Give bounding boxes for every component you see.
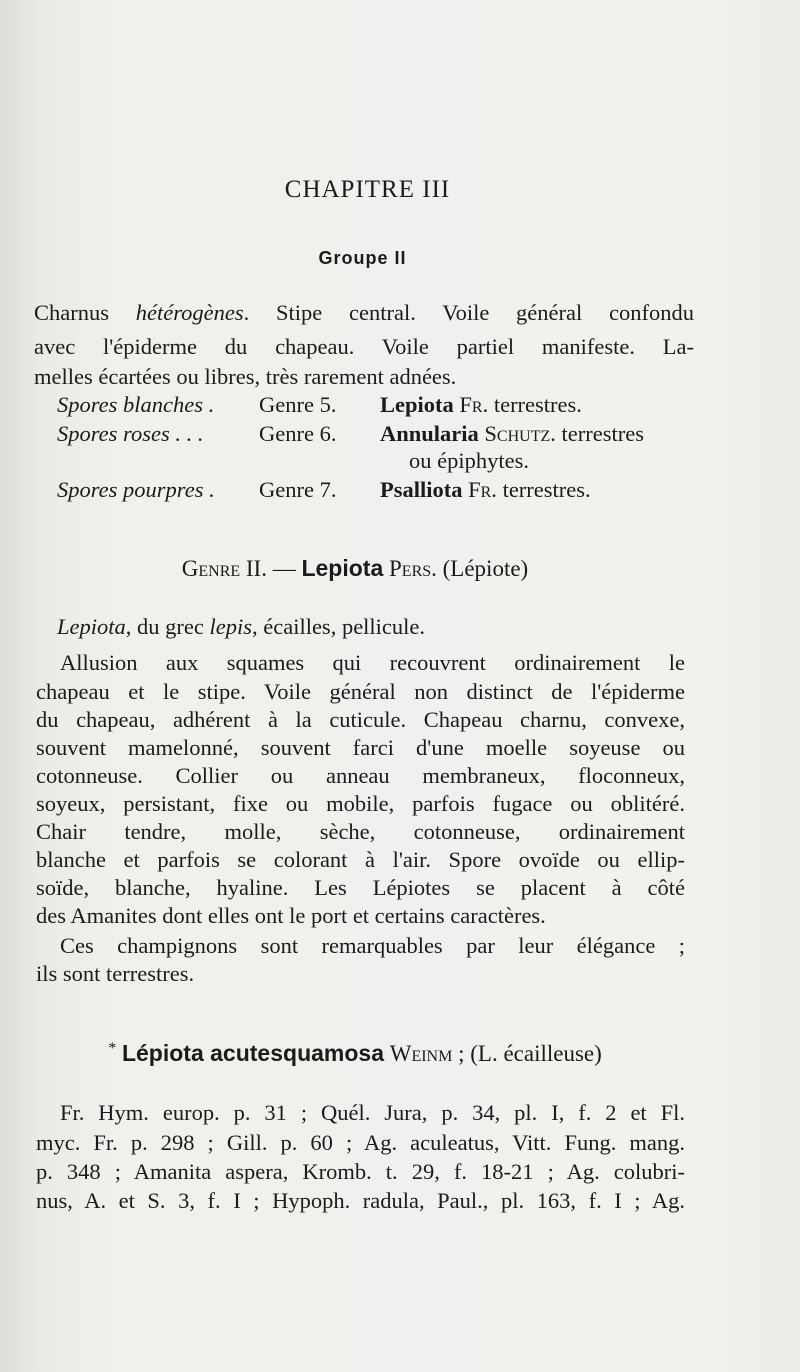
- group-heading: Groupe II: [318, 248, 407, 268]
- description-line: blanche et parfois se colorant à l'air. Spore ovoïde ou ellip-: [36, 847, 685, 872]
- description-line: du chapeau, adhérent à la cuticule. Chapeau charnu, convexe,: [36, 707, 685, 732]
- description-line: Allusion aux squames qui recouvrent ordinairement le: [60, 650, 685, 675]
- description-line: chapeau et le stipe. Voile général non distinct de l'épiderme: [36, 679, 685, 704]
- intro-line-2: avec l'épiderme du chapeau. Voile partiel manifeste. La-: [34, 334, 694, 359]
- description-line: ils sont terrestres.: [36, 961, 195, 986]
- species-heading: * Lépiota acutesquamosa Weinm ; (L. écailleuse): [108, 1040, 602, 1066]
- description-line: Chair tendre, molle, sèche, cotonneuse, ordinairement: [36, 819, 685, 844]
- description-line: des Amanites dont elles ont le port et certains caractères.: [36, 903, 546, 928]
- genre-entry: Lepiota Fr. terrestres.: [380, 392, 582, 417]
- genre-number: Genre 6.: [259, 421, 337, 446]
- spore-type: Spores roses . . .: [57, 421, 204, 446]
- spore-type: Spores blanches .: [57, 392, 215, 417]
- etymology-line: Lepiota, du grec lepis, écailles, pellicule.: [57, 614, 426, 639]
- genre-number: Genre 7.: [259, 477, 337, 502]
- reference-line: Fr. Hym. europ. p. 31 ; Quél. Jura, p. 34, pl. I, f. 2 et Fl.: [60, 1100, 685, 1125]
- reference-line: myc. Fr. p. 298 ; Gill. p. 60 ; Ag. aculeatus, Vitt. Fung. mang.: [36, 1130, 685, 1155]
- reference-line: p. 348 ; Amanita aspera, Kromb. t. 29, f. 18-21 ; Ag. colubri-: [36, 1159, 685, 1184]
- genre-entry: Psalliota Fr. terrestres.: [380, 477, 591, 502]
- intro-line-1: Charnus hétérogènes. Stipe central. Voile général confondu: [34, 300, 695, 325]
- description-line: cotonneuse. Collier ou anneau membraneux, floconneux,: [36, 763, 685, 788]
- description-line: soïde, blanche, hyaline. Les Lépiotes se placent à côté: [36, 875, 685, 900]
- spore-type: Spores pourpres .: [57, 477, 215, 502]
- genre-habitat-continued: ou épiphytes.: [409, 448, 529, 473]
- description-line: Ces champignons sont remarquables par leur élégance ;: [60, 933, 685, 958]
- description-line: soyeux, persistant, fixe ou mobile, parfois fugace ou oblitéré.: [36, 791, 685, 816]
- reference-line: nus, A. et S. 3, f. I ; Hypoph. radula, Paul., pl. 163, f. I ; Ag.: [36, 1188, 685, 1213]
- description-line: souvent mamelonné, souvent farci d'une moelle soyeuse ou: [36, 735, 685, 760]
- genre-entry: Annularia Schutz. terrestres: [380, 421, 644, 446]
- chapter-title: CHAPITRE III: [284, 176, 451, 203]
- intro-line-3: melles écartées ou libres, très rarement adnées.: [34, 364, 457, 389]
- genre-heading: Genre II. — Lepiota Pers. (Lépiote): [181, 555, 529, 581]
- genre-number: Genre 5.: [259, 392, 337, 417]
